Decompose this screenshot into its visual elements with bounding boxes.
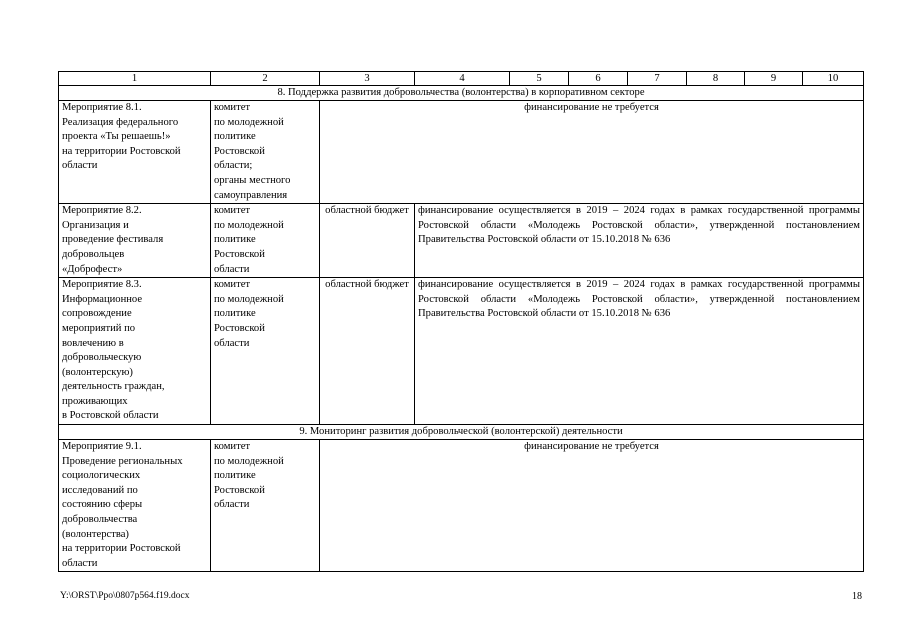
table-row <box>59 440 864 572</box>
financing-note: финансирование не требуется <box>320 101 864 204</box>
section-row <box>59 86 864 101</box>
event-cell: Мероприятие 8.3. Информационное сопровождение мероприятий по вовлечению в добровольческую (волонтерскую) деятельность граждан, проживающих в Ростовской области <box>59 278 211 425</box>
financing-note: финансирование не требуется <box>320 440 864 572</box>
header-cell: 7 <box>628 72 687 86</box>
section-title-9: 9. Мониторинг развития добровольческой (волонтерской) деятельности <box>59 425 864 440</box>
program-table <box>58 71 864 572</box>
table-row <box>59 101 864 204</box>
responsible-cell: комитет по молодежной политике Ростовской области <box>211 204 320 278</box>
responsible-cell: комитет по молодежной политике Ростовской области; органы местного самоуправления <box>211 101 320 204</box>
funding-source-cell: областной бюджет <box>320 278 415 425</box>
header-cell: 3 <box>320 72 415 86</box>
table-row <box>59 278 864 425</box>
financing-note: финансирование осуществляется в 2019 – 2024 годах в рамках государственной программы Ростовской области «Молодежь Ростовской области», утвержденной постановлением Правительства Ростовской области от 15.10.2018 № 636 <box>415 204 864 278</box>
header-cell: 8 <box>687 72 745 86</box>
header-cell: 5 <box>510 72 569 86</box>
responsible-cell: комитет по молодежной политике Ростовской области <box>211 278 320 425</box>
file-path: Y:\ORST\Ppo\0807p564.f19.docx <box>60 591 190 601</box>
financing-note: финансирование осуществляется в 2019 – 2024 годах в рамках государственной программы Ростовской области «Молодежь Ростовской области», утвержденной постановлением Правительства Ростовской области от 15.10.2018 № 636 <box>415 278 864 425</box>
page-number: 18 <box>852 591 862 602</box>
table-row <box>59 204 864 278</box>
responsible-cell: комитет по молодежной политике Ростовской области <box>211 440 320 572</box>
event-cell: Мероприятие 8.2. Организация и проведение фестиваля добровольцев «Доброфест» <box>59 204 211 278</box>
header-cell: 6 <box>569 72 628 86</box>
section-title-8: 8. Поддержка развития добровольчества (волонтерства) в корпоративном секторе <box>59 86 864 101</box>
header-cell: 10 <box>803 72 864 86</box>
event-cell: Мероприятие 8.1. Реализация федерального проекта «Ты решаешь!» на территории Ростовской области <box>59 101 211 204</box>
section-row <box>59 425 864 440</box>
event-cell: Мероприятие 9.1. Проведение региональных социологических исследований по состоянию сферы добровольчества (волонтерства) на территории Ростовской области <box>59 440 211 572</box>
header-cell: 9 <box>745 72 803 86</box>
header-cell: 4 <box>415 72 510 86</box>
header-cell: 1 <box>59 72 211 86</box>
funding-source-cell: областной бюджет <box>320 204 415 278</box>
header-cell: 2 <box>211 72 320 86</box>
header-row <box>59 72 864 86</box>
